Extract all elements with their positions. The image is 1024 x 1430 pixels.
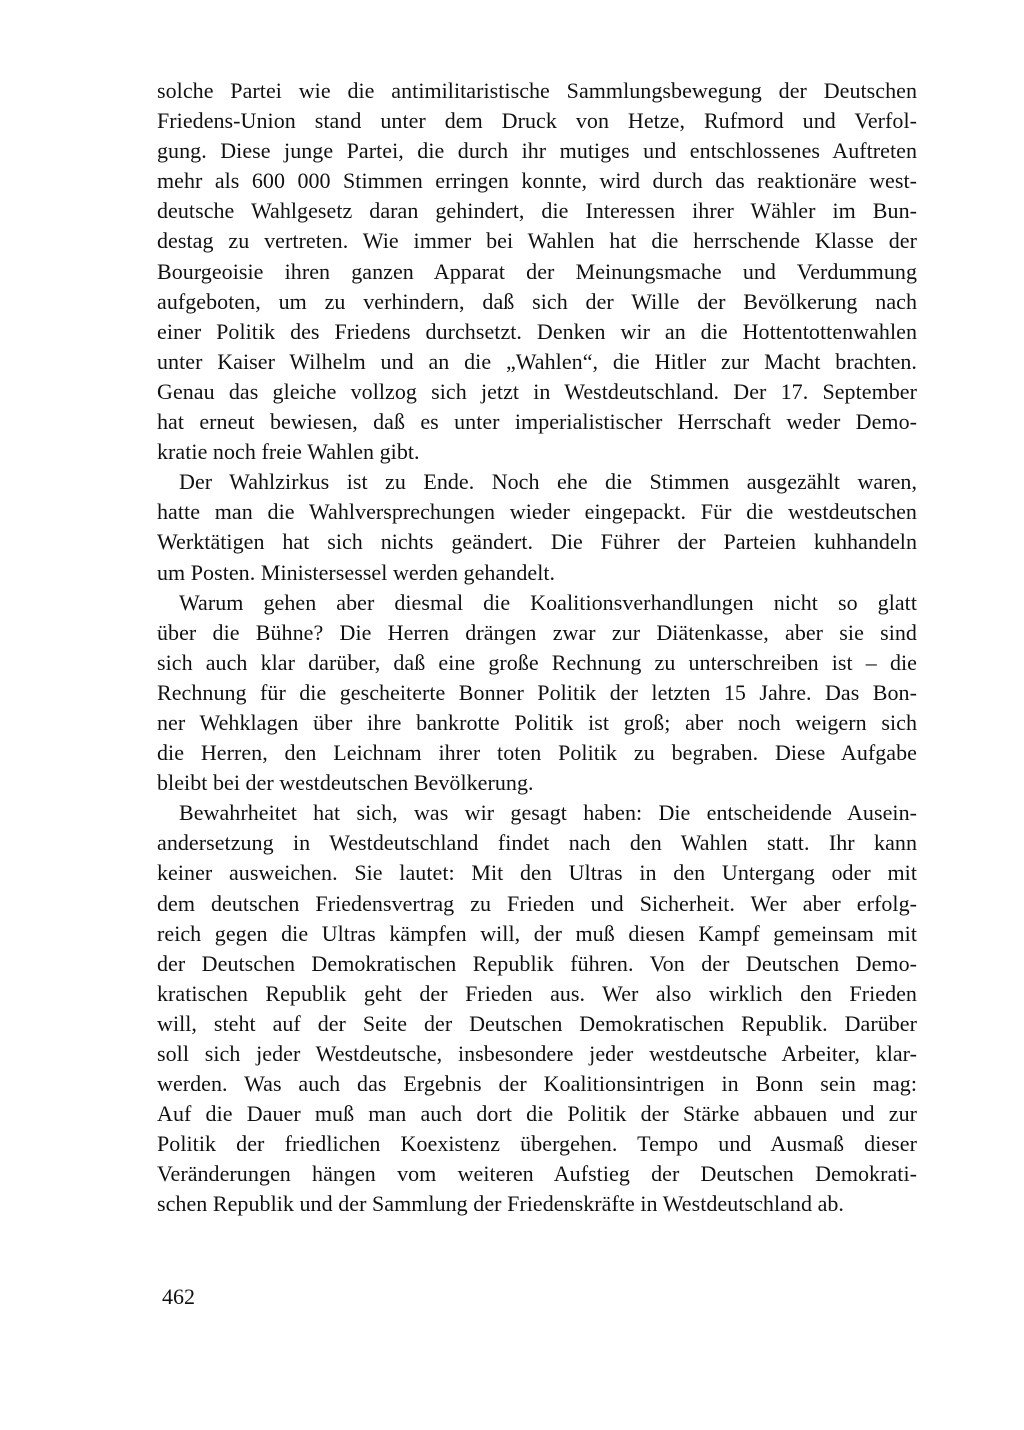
text-line: Bewahrheitet hat sich, was wir gesagt haben: Die entscheidende Ausein- [179,800,917,826]
text-line: soll sich jeder Westdeutsche, insbesondere jeder westdeutsche Arbeiter, klar- [157,1041,917,1066]
text-line: andersetzung in Westdeutschland findet nach den Wahlen statt. Ihr kann [157,830,917,856]
text-line: der Deutschen Demokratischen Republik führen. Von der Deutschen Demo- [157,950,917,976]
text-line: mehr als 600 000 Stimmen erringen konnte, wird durch das reaktionäre west- [157,168,917,194]
text-line: schen Republik und der Sammlung der Friedenskräfte in Westdeutschland ab. [157,1191,844,1217]
text-line: destag zu vertreten. Wie immer bei Wahlen hat die herrschende Klasse der [157,228,917,254]
paragraph [157,467,917,587]
text-line: hatte man die Wahlversprechungen wieder eingepackt. Für die westdeutschen [157,499,917,525]
text-line: kratie noch freie Wahlen gibt. [157,439,420,465]
text-line: werden. Was auch das Ergebnis der Koalitionsintrigen in Bonn sein mag: [157,1071,917,1097]
text-line: dem deutschen Friedensvertrag zu Frieden und Sicherheit. Wer aber erfolg- [157,890,917,916]
text-line: Bourgeoisie ihren ganzen Apparat der Meinungsmache und Verdummung [157,258,917,284]
text-line: solche Partei wie die antimilitaristische Sammlungsbewegung der Deutschen [157,78,917,103]
text-line: einer Politik des Friedens durchsetzt. Denken wir an die Hottentottenwahlen [157,318,917,344]
text-line: die Herren, den Leichnam ihrer toten Politik zu begraben. Diese Aufgabe [157,740,917,766]
body-text [157,76,917,1220]
text-line: gung. Diese junge Partei, die durch ihr mutiges und entschlossenes Auftreten [157,138,917,164]
text-line: hat erneut bewiesen, daß es unter imperialistischer Herrschaft weder Demo- [157,409,917,435]
text-line: unter Kaiser Wilhelm und an die „Wahlen“, die Hitler zur Macht brachten. [157,348,917,374]
text-line: Auf die Dauer muß man auch dort die Politik der Stärke abbauen und zur [157,1101,917,1127]
text-line: Friedens-Union stand unter dem Druck von Hetze, Rufmord und Verfol- [157,108,917,134]
text-line: um Posten. Ministersessel werden gehandelt. [157,559,556,585]
page-number: 462 [162,1284,195,1309]
text-line: reich gegen die Ultras kämpfen will, der muß diesen Kampf gemeinsam mit [157,920,917,946]
text-line: will, steht auf der Seite der Deutschen Demokratischen Republik. Darüber [157,1010,917,1036]
text-line: sich auch klar darüber, daß eine große Rechnung zu unterschreiben ist – die [157,649,917,675]
text-line: kratischen Republik geht der Frieden aus. Wer also wirklich den Frieden [157,980,917,1006]
text-line: Politik der friedlichen Koexistenz übergehen. Tempo und Ausmaß dieser [157,1131,917,1157]
text-line: bleibt bei der westdeutschen Bevölkerung. [157,770,534,796]
text-line: Der Wahlzirkus ist zu Ende. Noch ehe die Stimmen ausgezählt waren, [179,469,917,495]
text-line: über die Bühne? Die Herren drängen zwar zur Diätenkasse, aber sie sind [157,619,917,645]
text-line: deutsche Wahlgesetz daran gehindert, die Interessen ihrer Wähler im Bun- [157,198,917,224]
text-line: keiner ausweichen. Sie lautet: Mit den Ultras in den Untergang oder mit [157,860,917,886]
paragraph [157,76,917,467]
text-line: Warum gehen aber diesmal die Koalitionsverhandlungen nicht so glatt [179,589,917,615]
text-line: Veränderungen hängen vom weiteren Aufstieg der Deutschen Demokrati- [157,1161,917,1187]
text-line: Werktätigen hat sich nichts geändert. Die Führer der Parteien kuhhandeln [157,529,917,555]
paragraph [157,798,917,1219]
text-line: Genau das gleiche vollzog sich jetzt in Westdeutschland. Der 17. September [157,378,917,404]
text-line: Rechnung für die gescheiterte Bonner Politik der letzten 15 Jahre. Das Bon- [157,679,917,705]
text-line: ner Wehklagen über ihre bankrotte Politik ist groß; aber noch weigern sich [157,709,917,735]
text-line: aufgeboten, um zu verhindern, daß sich der Wille der Bevölkerung nach [157,288,917,314]
paragraph [157,588,917,799]
